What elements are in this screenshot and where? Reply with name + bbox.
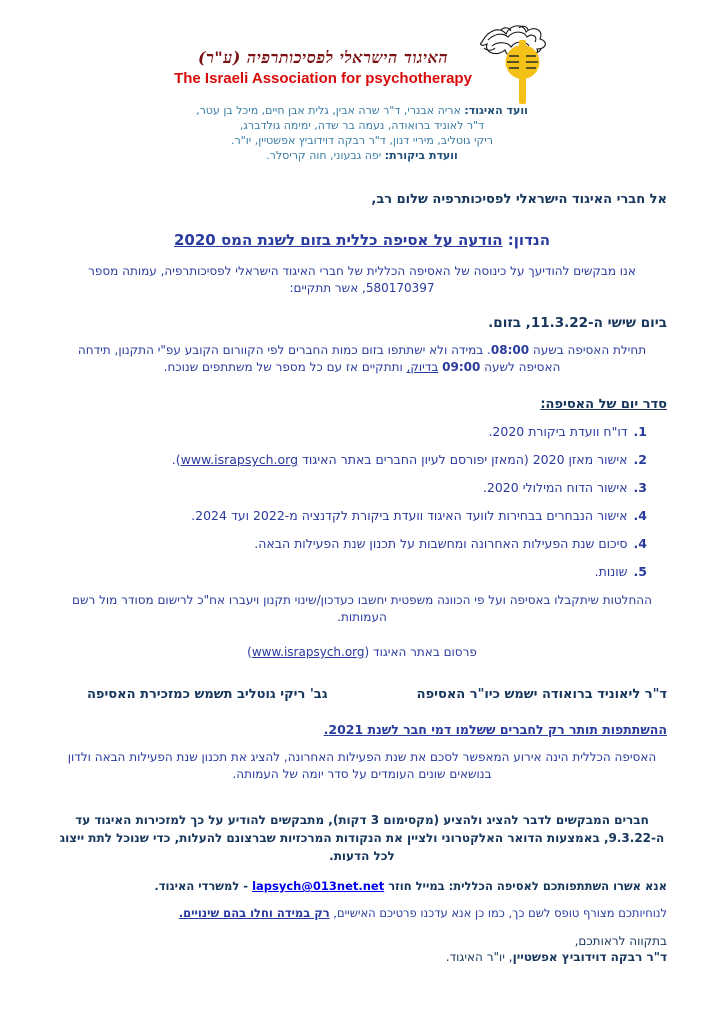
fallback-time: 09:00 xyxy=(442,360,481,374)
meeting-chair: ד"ר ליאוניד ברואודה ישמש כיו"ר האסיפה xyxy=(416,687,667,702)
agenda-item: 5.שונות. xyxy=(594,564,647,579)
decisions-paragraph: ההחלטות שיתקבלו באסיפה ועל פי הכוונה משפטית יחשבו כעדכון/שינוי תקנון ויעברו אח"כ לרישום מסודר מול רשם העמותות. xyxy=(72,593,652,624)
audit-committee-line: וועדת ביקורת: יפה גבעוני, חוה קריסלר. xyxy=(266,149,458,162)
agenda-item: 4.סיכום שנת הפעילות האחרונה ומחשבות על תכנון שנת הפעילות הבאה. xyxy=(254,536,647,551)
audit-committee-label: וועדת ביקורת: xyxy=(384,149,458,162)
form-note-line: לנוחיותכם מצורף טופס לשם כך, כמו כן אנא עדכנו פרטיכם האישיים, רק במידה וחלו בהם שינויים. xyxy=(178,906,667,920)
intro-paragraph: אנו מבקשים להודיעך על כינוסה של האסיפה הכללית של חברי האיגוד הישראלי לפסיכותרפיה, עמותה מספר 580170397, אשר תתקיים: xyxy=(88,264,636,295)
board-label: וועד האיגוד: xyxy=(464,104,528,117)
association-title-english: The Israeli Association for psychotherapy xyxy=(174,70,472,87)
start-time: 08:00 xyxy=(490,343,530,357)
association-website-link[interactable]: www.israpsych.org xyxy=(251,645,365,659)
chairperson-name: ד"ר רבקה דוידוביץ אפשטיין xyxy=(512,950,667,964)
deadline-date: 9.3.22 xyxy=(608,831,652,845)
subject-line xyxy=(57,231,667,249)
agenda-title: סדר יום של האסיפה: xyxy=(540,397,667,412)
confirm-line: אנא אשרו השתתפותכם לאסיפה הכללית: במייל חוזר lapsych@013net.net - למשרדי האיגוד. xyxy=(154,879,667,893)
about-paragraph: האסיפה הכללית הינה אירוע המאפשר לסכם את שנת הפעילות האחרונה, להציג את תכנון שנת הפעילות הבאה ולדון בנושאים שונים העומדים על סדר יומה של העמותה. xyxy=(67,750,657,781)
agenda-list xyxy=(57,424,667,592)
eligibility-line: ההשתתפות תותר רק לחברים ששלמו דמי חבר לשנת 2021. xyxy=(323,722,667,737)
agenda-item: 4.אישור הנבחרים בבחירות לוועד האיגוד וועדת ביקורת לקדנציה מ-2022 ועד 2024. xyxy=(191,508,647,523)
board-block xyxy=(57,103,667,163)
agenda-item: 1.דו"ח וועדת ביקורת 2020. xyxy=(488,424,647,439)
publish-line: פרסום באתר האיגוד (www.israpsych.org) xyxy=(247,645,477,659)
signoff-signature: ד"ר רבקה דוידוביץ אפשטיין, יו"ר האיגוד. xyxy=(445,950,667,964)
signoff-greeting: בתקווה לראותכם, xyxy=(574,934,667,948)
association-title-hebrew: האיגוד הישראלי לפסיכותרפיה (ע"ר) xyxy=(197,48,449,67)
speakers-paragraph: חברים המבקשים לדבר להציג ולהציע (מקסימום 3 דקות), מתבקשים להודיע על כך למזכירות האיגוד עד ה-9.3.22, באמצעות הדואר האלקטרוני ולציין את הנקודות המרכזיות שברצונם להעלות, כדי שנוכל לתת ייצוג לכל הדעות. xyxy=(59,813,665,863)
letterhead xyxy=(0,22,724,108)
board-line-3: ריקי גוטליב, מיריי דנון, ד"ר רבקה דוידוביץ אפשטיין, יו"ר. xyxy=(231,134,493,147)
agenda-item: 3.אישור הדוח המילולי 2020. xyxy=(482,480,647,495)
quorum-paragraph: תחילת האסיפה בשעה 08:00. במידה ולא ישתתפו בזום כמות החברים לפי הקוורום הקובע עפ"י התקנון, תידחה האסיפה לשעה 09:00 בדיוק, ותתקיים אז עם כל מספר של משתתפים שנוכח. xyxy=(77,343,647,374)
subject-text: הודעה על אסיפה כללית בזום לשנת המס 2020 xyxy=(174,231,503,249)
board-line-1: וועד האיגוד: אריה אבנרי, ד"ר שרה אבין, גלית אבן חיים, מיכל בן עטר, xyxy=(196,104,528,117)
subject-label: הנדון: xyxy=(507,231,550,249)
chairs-line xyxy=(57,687,667,702)
board-line-2: ד"ר לאוניד ברואודה, נעמה בר שדה, ימימה גולדברג, xyxy=(239,119,485,132)
meeting-date-line: ביום שישי ה-11.3.22, בזום. xyxy=(488,315,667,331)
letterhead-titles xyxy=(174,22,472,87)
only-if-changed-emphasis: רק במידה וחלו בהם שינויים. xyxy=(178,906,330,920)
email-link[interactable]: lapsych@013net.net xyxy=(252,879,385,893)
meeting-secretary: גב' ריקי גוטליב תשמש כמזכירת האסיפה xyxy=(87,687,328,702)
association-logo-icon xyxy=(478,22,550,108)
greeting-line: אל חברי האיגוד הישראלי לפסיכותרפיה שלום רב, xyxy=(371,192,667,207)
agenda-item: 2.אישור מאזן 2020 (המאזן יפורסם לעיון החברים באתר האיגוד www.israpsych.org). xyxy=(171,452,647,467)
association-website-link[interactable]: www.israpsych.org xyxy=(180,452,299,467)
